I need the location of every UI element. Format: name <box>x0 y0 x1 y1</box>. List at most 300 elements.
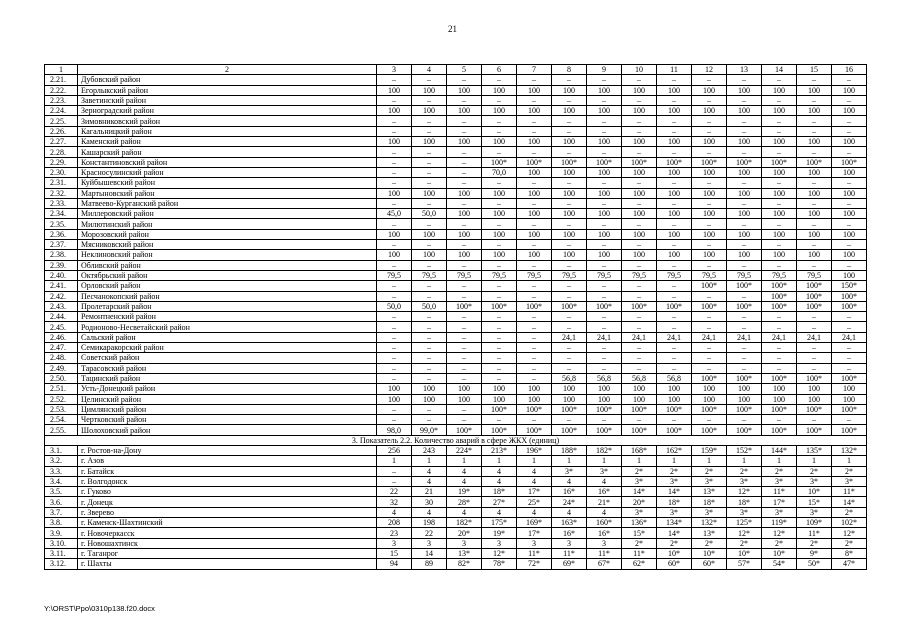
value-cell: 1 <box>797 456 832 466</box>
value-cell: – <box>447 116 482 126</box>
value-cell: 30 <box>412 497 447 507</box>
value-cell: – <box>482 353 517 363</box>
value-cell: – <box>517 363 552 373</box>
value-cell: 19* <box>447 487 482 497</box>
value-cell: 100 <box>762 384 797 394</box>
value-cell: 3* <box>762 476 797 486</box>
value-cell: 100 <box>552 167 587 177</box>
row-name: Тацинский район <box>78 373 377 383</box>
value-cell: – <box>377 219 412 229</box>
row-number: 2.25. <box>45 116 78 126</box>
header-cell: 15 <box>797 65 832 75</box>
value-cell: 100 <box>377 384 412 394</box>
value-cell: 1 <box>552 456 587 466</box>
value-cell: 12* <box>482 548 517 558</box>
value-cell: – <box>587 343 622 353</box>
value-cell: 21 <box>412 487 447 497</box>
table-row <box>45 497 867 507</box>
value-cell: 1 <box>517 456 552 466</box>
value-cell: 18* <box>657 497 692 507</box>
table-row <box>45 147 867 157</box>
value-cell: 100 <box>692 250 727 260</box>
value-cell: 9* <box>797 548 832 558</box>
value-cell: – <box>587 415 622 425</box>
value-cell: 100* <box>797 291 832 301</box>
value-cell: – <box>517 219 552 229</box>
value-cell: – <box>552 116 587 126</box>
value-cell: – <box>377 373 412 383</box>
row-name: Мартыновский район <box>78 188 377 198</box>
row-name: Милютинский район <box>78 219 377 229</box>
value-cell: 15 <box>377 548 412 558</box>
value-cell: 100 <box>447 250 482 260</box>
value-cell: – <box>552 312 587 322</box>
value-cell: 100 <box>517 394 552 404</box>
value-cell: 14* <box>832 497 867 507</box>
value-cell: – <box>657 219 692 229</box>
value-cell: 100 <box>797 137 832 147</box>
row-number: 2.31. <box>45 178 78 188</box>
value-cell: 20* <box>447 528 482 538</box>
table-row <box>45 126 867 136</box>
table-row <box>45 538 867 548</box>
value-cell: 24,1 <box>727 332 762 342</box>
value-cell: 24,1 <box>622 332 657 342</box>
value-cell: 100* <box>832 373 867 383</box>
value-cell: – <box>377 178 412 188</box>
value-cell: 100* <box>797 373 832 383</box>
value-cell: – <box>587 147 622 157</box>
value-cell: 25* <box>517 497 552 507</box>
table-row <box>45 157 867 167</box>
table-row <box>45 343 867 353</box>
value-cell: – <box>517 332 552 342</box>
value-cell: 100* <box>587 404 622 414</box>
header-cell: 6 <box>482 65 517 75</box>
value-cell: – <box>412 363 447 373</box>
value-cell: – <box>622 116 657 126</box>
value-cell: – <box>412 281 447 291</box>
value-cell: 100 <box>797 384 832 394</box>
value-cell: 100 <box>762 250 797 260</box>
value-cell: 100 <box>587 229 622 239</box>
value-cell: 100 <box>482 188 517 198</box>
value-cell: 100 <box>692 167 727 177</box>
header-cell: 10 <box>622 65 657 75</box>
value-cell: 109* <box>797 518 832 528</box>
table-row <box>45 301 867 311</box>
value-cell: – <box>517 373 552 383</box>
value-cell: 100 <box>517 85 552 95</box>
value-cell: 82* <box>447 559 482 569</box>
value-cell: 56,8 <box>587 373 622 383</box>
value-cell: 213* <box>482 445 517 455</box>
table-row <box>45 528 867 538</box>
value-cell: 100 <box>622 209 657 219</box>
value-cell: 4 <box>517 466 552 476</box>
value-cell: – <box>482 291 517 301</box>
value-cell: – <box>727 75 762 85</box>
value-cell: 100* <box>762 301 797 311</box>
value-cell: – <box>377 95 412 105</box>
value-cell: 100 <box>762 167 797 177</box>
value-cell: 100 <box>727 229 762 239</box>
value-cell: – <box>412 198 447 208</box>
value-cell: 4 <box>377 507 412 517</box>
value-cell: – <box>447 281 482 291</box>
value-cell: – <box>447 332 482 342</box>
value-cell: 100 <box>517 384 552 394</box>
value-cell: 100 <box>797 188 832 198</box>
table-row <box>45 281 867 291</box>
value-cell: 100 <box>552 209 587 219</box>
value-cell: 4 <box>447 507 482 517</box>
value-cell: – <box>412 312 447 322</box>
value-cell: – <box>552 126 587 136</box>
value-cell: 100 <box>692 394 727 404</box>
value-cell: 100 <box>727 250 762 260</box>
value-cell: – <box>622 95 657 105</box>
value-cell: 100 <box>727 137 762 147</box>
value-cell: – <box>517 415 552 425</box>
value-cell: 100 <box>657 394 692 404</box>
value-cell: – <box>692 126 727 136</box>
value-cell: 100* <box>692 281 727 291</box>
value-cell: 2* <box>797 538 832 548</box>
value-cell: 10* <box>727 548 762 558</box>
row-name: г. Новошахтинск <box>78 538 377 548</box>
value-cell: 100* <box>692 425 727 435</box>
value-cell: 100 <box>727 209 762 219</box>
value-cell: 100 <box>517 188 552 198</box>
value-cell: – <box>832 312 867 322</box>
value-cell: 208 <box>377 518 412 528</box>
value-cell: 100* <box>692 301 727 311</box>
row-name: Зерноградский район <box>78 106 377 116</box>
table-row <box>45 116 867 126</box>
value-cell: 2* <box>832 507 867 517</box>
value-cell: – <box>797 322 832 332</box>
value-cell: – <box>762 363 797 373</box>
value-cell: 79,5 <box>377 270 412 280</box>
value-cell: 1 <box>692 456 727 466</box>
row-number: 3.2. <box>45 456 78 466</box>
value-cell: 17* <box>517 528 552 538</box>
row-name: Советский район <box>78 353 377 363</box>
value-cell: 2* <box>832 466 867 476</box>
value-cell: 100 <box>692 384 727 394</box>
value-cell: – <box>412 291 447 301</box>
value-cell: – <box>832 116 867 126</box>
value-cell: 100 <box>447 85 482 95</box>
value-cell: 100* <box>727 404 762 414</box>
table-row <box>45 85 867 95</box>
value-cell: 24,1 <box>762 332 797 342</box>
value-cell: – <box>797 343 832 353</box>
value-cell: 27* <box>482 497 517 507</box>
value-cell: 11* <box>622 548 657 558</box>
value-cell: – <box>447 167 482 177</box>
table-row <box>45 384 867 394</box>
row-name: г. Ростов-на-Дону <box>78 445 377 455</box>
value-cell: 100* <box>552 157 587 167</box>
value-cell: 50,0 <box>377 301 412 311</box>
row-name: Мясниковский район <box>78 240 377 250</box>
value-cell: – <box>447 178 482 188</box>
value-cell: 2* <box>692 466 727 476</box>
row-name: г. Батайск <box>78 466 377 476</box>
value-cell: – <box>517 260 552 270</box>
table-row <box>45 188 867 198</box>
row-number: 3.3. <box>45 466 78 476</box>
value-cell: 100 <box>657 229 692 239</box>
value-cell: – <box>482 75 517 85</box>
value-cell: 100 <box>377 229 412 239</box>
value-cell: – <box>692 178 727 188</box>
value-cell: – <box>412 126 447 136</box>
value-cell: 13* <box>692 487 727 497</box>
value-cell: – <box>482 363 517 373</box>
value-cell: 10* <box>797 487 832 497</box>
value-cell: – <box>762 322 797 332</box>
value-cell: – <box>482 178 517 188</box>
value-cell: 100* <box>517 404 552 414</box>
row-name: Тарасовский район <box>78 363 377 373</box>
value-cell: 100 <box>412 137 447 147</box>
value-cell: – <box>377 476 412 486</box>
value-cell: – <box>517 126 552 136</box>
value-cell: 100 <box>622 229 657 239</box>
value-cell: – <box>692 322 727 332</box>
row-number: 2.49. <box>45 363 78 373</box>
row-name: Егорлыкский район <box>78 85 377 95</box>
value-cell: 100 <box>552 394 587 404</box>
value-cell: – <box>657 240 692 250</box>
value-cell: 100 <box>447 188 482 198</box>
value-cell: 57* <box>727 559 762 569</box>
value-cell: 100 <box>412 394 447 404</box>
value-cell: 100 <box>692 229 727 239</box>
value-cell: 188* <box>552 445 587 455</box>
value-cell: 14 <box>412 548 447 558</box>
value-cell: – <box>727 322 762 332</box>
row-number: 2.48. <box>45 353 78 363</box>
value-cell: 100* <box>727 425 762 435</box>
value-cell: 100 <box>482 137 517 147</box>
value-cell: – <box>832 178 867 188</box>
value-cell: 4 <box>482 466 517 476</box>
value-cell: – <box>517 291 552 301</box>
value-cell: – <box>447 373 482 383</box>
value-cell: – <box>447 147 482 157</box>
value-cell: – <box>482 373 517 383</box>
value-cell: 134* <box>657 518 692 528</box>
value-cell: – <box>797 353 832 363</box>
value-cell: 12* <box>762 528 797 538</box>
value-cell: – <box>447 126 482 136</box>
value-cell: 79,5 <box>482 270 517 280</box>
table-row <box>45 95 867 105</box>
value-cell: – <box>412 373 447 383</box>
row-name: Миллеровский район <box>78 209 377 219</box>
value-cell: – <box>832 126 867 136</box>
value-cell: – <box>832 75 867 85</box>
row-number: 2.34. <box>45 209 78 219</box>
value-cell: 224* <box>447 445 482 455</box>
value-cell: 60* <box>657 559 692 569</box>
value-cell: – <box>797 219 832 229</box>
value-cell: 24,1 <box>657 332 692 342</box>
value-cell: 18* <box>692 497 727 507</box>
value-cell: – <box>657 415 692 425</box>
value-cell: 2* <box>832 538 867 548</box>
row-number: 2.47. <box>45 343 78 353</box>
value-cell: 100 <box>657 137 692 147</box>
value-cell: 100* <box>762 157 797 167</box>
value-cell: 69* <box>552 559 587 569</box>
row-name: Родионово-Несветайский район <box>78 322 377 332</box>
value-cell: 3* <box>692 476 727 486</box>
table-row <box>45 404 867 414</box>
value-cell: – <box>517 353 552 363</box>
value-cell: – <box>797 415 832 425</box>
value-cell: – <box>727 415 762 425</box>
row-name: г. Шахты <box>78 559 377 569</box>
value-cell: – <box>377 353 412 363</box>
row-number: 2.43. <box>45 301 78 311</box>
value-cell: 3* <box>762 507 797 517</box>
value-cell: 2* <box>727 538 762 548</box>
value-cell: – <box>727 291 762 301</box>
value-cell: – <box>587 363 622 373</box>
value-cell: 22 <box>377 487 412 497</box>
value-cell: – <box>482 322 517 332</box>
value-cell: 100 <box>832 167 867 177</box>
value-cell: – <box>412 95 447 105</box>
value-cell: – <box>762 219 797 229</box>
value-cell: – <box>412 240 447 250</box>
row-name: Семикаракорский район <box>78 343 377 353</box>
value-cell: 12* <box>832 528 867 538</box>
value-cell: 100 <box>692 188 727 198</box>
row-number: 3.12. <box>45 559 78 569</box>
value-cell: – <box>797 147 832 157</box>
table-row <box>45 178 867 188</box>
value-cell: – <box>482 147 517 157</box>
value-cell: 182* <box>587 445 622 455</box>
value-cell: 100 <box>832 250 867 260</box>
value-cell: 14* <box>657 487 692 497</box>
value-cell: 100 <box>482 384 517 394</box>
value-cell: 15* <box>797 497 832 507</box>
value-cell: – <box>552 260 587 270</box>
value-cell: – <box>587 178 622 188</box>
value-cell: 100 <box>377 250 412 260</box>
value-cell: – <box>552 291 587 301</box>
value-cell: 4 <box>482 507 517 517</box>
value-cell: – <box>692 260 727 270</box>
value-cell: – <box>552 75 587 85</box>
table-row <box>45 106 867 116</box>
value-cell: – <box>447 198 482 208</box>
value-cell: 60* <box>692 559 727 569</box>
value-cell: – <box>377 312 412 322</box>
value-cell: 100 <box>377 137 412 147</box>
value-cell: 100 <box>727 188 762 198</box>
value-cell: – <box>692 312 727 322</box>
value-cell: 100 <box>412 188 447 198</box>
row-number: 3.7. <box>45 507 78 517</box>
value-cell: 79,5 <box>762 270 797 280</box>
value-cell: 100 <box>517 137 552 147</box>
value-cell: 100 <box>517 167 552 177</box>
data-table <box>44 64 867 570</box>
value-cell: 3 <box>587 538 622 548</box>
value-cell: 100* <box>482 425 517 435</box>
value-cell: 4 <box>447 476 482 486</box>
value-cell: 1 <box>482 456 517 466</box>
value-cell: 1 <box>762 456 797 466</box>
value-cell: 100 <box>447 229 482 239</box>
header-cell: 12 <box>692 65 727 75</box>
row-name: Морозовский район <box>78 229 377 239</box>
value-cell: 100* <box>797 425 832 435</box>
row-name: Кагальницкий район <box>78 126 377 136</box>
value-cell: 1 <box>412 456 447 466</box>
value-cell: 100 <box>377 394 412 404</box>
value-cell: 79,5 <box>727 270 762 280</box>
value-cell: 100* <box>832 301 867 311</box>
value-cell: 79,5 <box>587 270 622 280</box>
value-cell: – <box>587 219 622 229</box>
value-cell: – <box>657 322 692 332</box>
value-cell: – <box>447 322 482 332</box>
value-cell: 100* <box>517 425 552 435</box>
value-cell: – <box>447 343 482 353</box>
row-name: Матвеево-Курганский район <box>78 198 377 208</box>
value-cell: – <box>657 260 692 270</box>
row-name: Кашарский район <box>78 147 377 157</box>
table-row <box>45 332 867 342</box>
value-cell: 132* <box>692 518 727 528</box>
value-cell: 100 <box>622 85 657 95</box>
row-name: Целинский район <box>78 394 377 404</box>
value-cell: 3 <box>552 538 587 548</box>
value-cell: 50* <box>797 559 832 569</box>
row-name: Октябрьский район <box>78 270 377 280</box>
value-cell: 100 <box>797 394 832 404</box>
row-name: Красносулинский район <box>78 167 377 177</box>
value-cell: – <box>377 281 412 291</box>
value-cell: – <box>517 178 552 188</box>
row-number: 2.45. <box>45 322 78 332</box>
value-cell: 100 <box>622 106 657 116</box>
row-number: 2.40. <box>45 270 78 280</box>
value-cell: 100 <box>412 384 447 394</box>
value-cell: – <box>517 198 552 208</box>
value-cell: – <box>692 291 727 301</box>
value-cell: 100 <box>832 394 867 404</box>
value-cell: 100 <box>587 209 622 219</box>
value-cell: – <box>552 147 587 157</box>
row-number: 2.32. <box>45 188 78 198</box>
value-cell: 100 <box>797 229 832 239</box>
value-cell: 100* <box>482 157 517 167</box>
value-cell: – <box>587 198 622 208</box>
value-cell: – <box>482 415 517 425</box>
value-cell: – <box>622 126 657 136</box>
row-number: 2.23. <box>45 95 78 105</box>
